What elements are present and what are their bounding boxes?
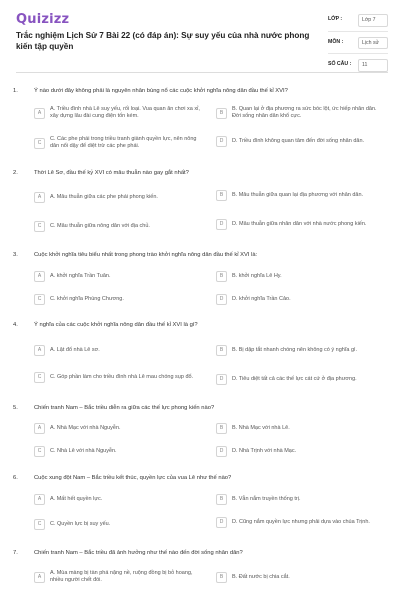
option-letter-box: D bbox=[216, 294, 227, 305]
option-text: A. Lật đổ nhà Lê sơ. bbox=[50, 347, 100, 353]
meta-class-label: LỚP : bbox=[328, 16, 343, 22]
option-text: C. Góp phần làm cho triều đình nhà Lê mau chóng sụp đổ. bbox=[50, 374, 194, 380]
option-letter-box: C bbox=[34, 221, 45, 232]
option-b[interactable] bbox=[216, 572, 386, 583]
meta-panel bbox=[328, 14, 388, 81]
option-text: B. Đất nước bị chia cắt. bbox=[232, 574, 290, 580]
option-text: B. Bị dập tắt nhanh chóng nên không có ý nghĩa gì. bbox=[232, 347, 358, 353]
option-a[interactable] bbox=[34, 106, 204, 120]
option-letter-box: B bbox=[216, 190, 227, 201]
question-number: 3. bbox=[13, 252, 18, 258]
option-text: D. khởi nghĩa Trần Cảo. bbox=[232, 296, 291, 302]
option-letter-box: A bbox=[34, 271, 45, 282]
meta-class bbox=[328, 14, 388, 32]
question-6 bbox=[0, 475, 400, 527]
question-number: 1. bbox=[13, 88, 18, 94]
option-b[interactable] bbox=[216, 271, 386, 282]
question-text: Cuộc xung đột Nam – Bắc triều kết thúc, quyền lực của vua Lê như thế nào? bbox=[34, 475, 232, 481]
question-7 bbox=[0, 550, 400, 583]
question-5 bbox=[0, 405, 400, 454]
option-text: B. Vẫn nắm truyền thống trị. bbox=[232, 496, 301, 502]
option-b[interactable] bbox=[216, 345, 388, 356]
option-letter-box: B bbox=[216, 108, 227, 119]
option-a[interactable] bbox=[34, 570, 204, 584]
option-text: B. Mâu thuẫn giữa quan lại địa phương với nhân dân. bbox=[232, 192, 364, 198]
option-letter-box: B bbox=[216, 494, 227, 505]
question-1 bbox=[0, 88, 400, 149]
option-letter-box: C bbox=[34, 138, 45, 149]
option-b[interactable] bbox=[216, 494, 386, 505]
option-text: A. Triều đình nhà Lê suy yếu, rối loại. Vua quan ăn chơi xa xỉ, xây dựng lâu đài cung điện tốn kém. bbox=[50, 106, 200, 119]
option-letter-box: A bbox=[34, 572, 45, 583]
question-number: 2. bbox=[13, 170, 18, 176]
option-text: A. Mùa màng bị tàn phá nặng nề, ruộng đồng bị bỏ hoang, nhiều người chết đói. bbox=[50, 570, 193, 583]
option-text: A. Mất hết quyền lực. bbox=[50, 496, 103, 502]
option-letter-box: B bbox=[216, 345, 227, 356]
question-2 bbox=[0, 170, 400, 229]
option-text: C. Các phe phái trong triều tranh giành quyền lực, nên nông dân nổi dậy để diệt trừ các phe phái. bbox=[50, 136, 197, 149]
option-text: D. Nhà Trịnh với nhà Mạc. bbox=[232, 448, 297, 454]
page-title: Trắc nghiệm Lịch Sử 7 Bài 22 (có đáp án): Sự suy yếu của nhà nước phong kiến tập quyền bbox=[16, 31, 310, 51]
option-letter-box: B bbox=[216, 271, 227, 282]
option-letter-box: C bbox=[34, 446, 45, 457]
option-letter-box: A bbox=[34, 192, 45, 203]
meta-subject bbox=[328, 37, 388, 55]
option-b[interactable] bbox=[216, 190, 386, 201]
question-text: Chiến tranh Nam – Bắc triều diễn ra giữa các thế lực phong kiến nào? bbox=[34, 405, 215, 411]
question-3 bbox=[0, 252, 400, 302]
option-d[interactable] bbox=[216, 294, 386, 305]
option-letter-box: D bbox=[216, 136, 227, 147]
question-text: Thời Lê Sơ, đầu thế kỷ XVI có mâu thuẫn nào gay gắt nhất? bbox=[34, 170, 189, 176]
option-d[interactable] bbox=[216, 446, 386, 457]
meta-subject-value: Lịch sử bbox=[358, 37, 388, 50]
question-4 bbox=[0, 322, 400, 382]
option-text: D. Cũng nắm quyền lực nhưng phải dựa vào chúa Trịnh. bbox=[232, 519, 370, 525]
option-c[interactable] bbox=[34, 372, 204, 383]
option-letter-box: A bbox=[34, 494, 45, 505]
question-text: Cuộc khởi nghĩa tiêu biểu nhất trong phong trào khởi nghĩa nông dân đầu thế kỉ XVI là: bbox=[34, 252, 258, 258]
question-text: Ý nào dưới đây không phải là nguyên nhân bùng nổ các cuộc khởi nghĩa nông dân đầu thế kỉ XVI? bbox=[34, 88, 288, 94]
option-c[interactable] bbox=[34, 221, 204, 232]
option-a[interactable] bbox=[34, 271, 204, 282]
option-b[interactable] bbox=[216, 423, 386, 434]
option-letter-box: D bbox=[216, 517, 227, 528]
meta-count bbox=[328, 59, 388, 76]
option-letter-box: A bbox=[34, 423, 45, 434]
option-a[interactable] bbox=[34, 494, 204, 505]
quizizz-logo: Quizizz bbox=[16, 12, 70, 27]
option-letter-box: D bbox=[216, 374, 227, 385]
option-text: C. Quyền lực bị suy yếu. bbox=[50, 521, 111, 527]
option-text: B. Nhà Mạc với nhà Lê. bbox=[232, 425, 290, 431]
option-d[interactable] bbox=[216, 219, 386, 230]
meta-count-value: 11 bbox=[358, 59, 388, 72]
meta-count-label: SỐ CÂU : bbox=[328, 61, 352, 67]
option-c[interactable] bbox=[34, 294, 204, 305]
option-a[interactable] bbox=[34, 423, 204, 434]
option-c[interactable] bbox=[34, 136, 204, 150]
option-c[interactable] bbox=[34, 446, 204, 457]
question-number: 6. bbox=[13, 475, 18, 481]
question-number: 7. bbox=[13, 550, 18, 556]
option-d[interactable] bbox=[216, 136, 386, 147]
option-text: D. Triều đình không quan tâm đến đời sống nhân dân. bbox=[232, 138, 365, 144]
option-b[interactable] bbox=[216, 106, 386, 120]
option-letter-box: C bbox=[34, 372, 45, 383]
option-text: B. Quan lại ở địa phương ra sức bóc lột, ức hiếp nhân dân. Đời sống nhân dân khổ cực. bbox=[232, 106, 377, 119]
meta-subject-label: MÔN : bbox=[328, 38, 344, 45]
option-d[interactable] bbox=[216, 374, 388, 385]
question-number: 5. bbox=[13, 405, 18, 411]
option-text: A. Nhà Mạc với nhà Nguyễn. bbox=[50, 425, 121, 431]
option-letter-box: C bbox=[34, 294, 45, 305]
option-letter-box: C bbox=[34, 519, 45, 530]
option-text: A. Mâu thuẫn giữa các phe phái phong kiến. bbox=[50, 194, 158, 200]
meta-class-value: Lớp 7 bbox=[358, 14, 388, 27]
option-text: C. Mâu thuẫn giữa nông dân với địa chủ. bbox=[50, 223, 150, 229]
option-text: A. khởi nghĩa Trần Tuân. bbox=[50, 273, 111, 279]
option-a[interactable] bbox=[34, 192, 204, 203]
question-number: 4. bbox=[13, 322, 18, 328]
option-text: D. Tiêu diệt tất cả các thế lực cát cứ ở địa phương. bbox=[232, 376, 357, 382]
header-divider bbox=[16, 72, 388, 73]
option-letter-box: A bbox=[34, 345, 45, 356]
option-letter-box: A bbox=[34, 108, 45, 119]
option-c[interactable] bbox=[34, 519, 204, 530]
option-text: C. Nhà Lê với nhà Nguyễn. bbox=[50, 448, 117, 454]
option-text: C. khởi nghĩa Phùng Chương. bbox=[50, 296, 124, 302]
question-text: Ý nghĩa của các cuộc khởi nghĩa nông dân đầu thế kỉ XVI là gì? bbox=[34, 322, 198, 328]
option-text: D. Mâu thuẫn giữa nhân dân với nhà nước phong kiến. bbox=[232, 221, 367, 227]
option-text: B. khởi nghĩa Lê Hy. bbox=[232, 273, 282, 279]
option-letter-box: D bbox=[216, 219, 227, 230]
option-letter-box: B bbox=[216, 572, 227, 583]
option-letter-box: D bbox=[216, 446, 227, 457]
option-a[interactable] bbox=[34, 345, 204, 356]
question-text: Chiến tranh Nam – Bắc triều đã ảnh hưởng như thế nào đến đời sống nhân dân? bbox=[34, 550, 243, 556]
option-letter-box: B bbox=[216, 423, 227, 434]
option-d[interactable] bbox=[216, 517, 386, 528]
